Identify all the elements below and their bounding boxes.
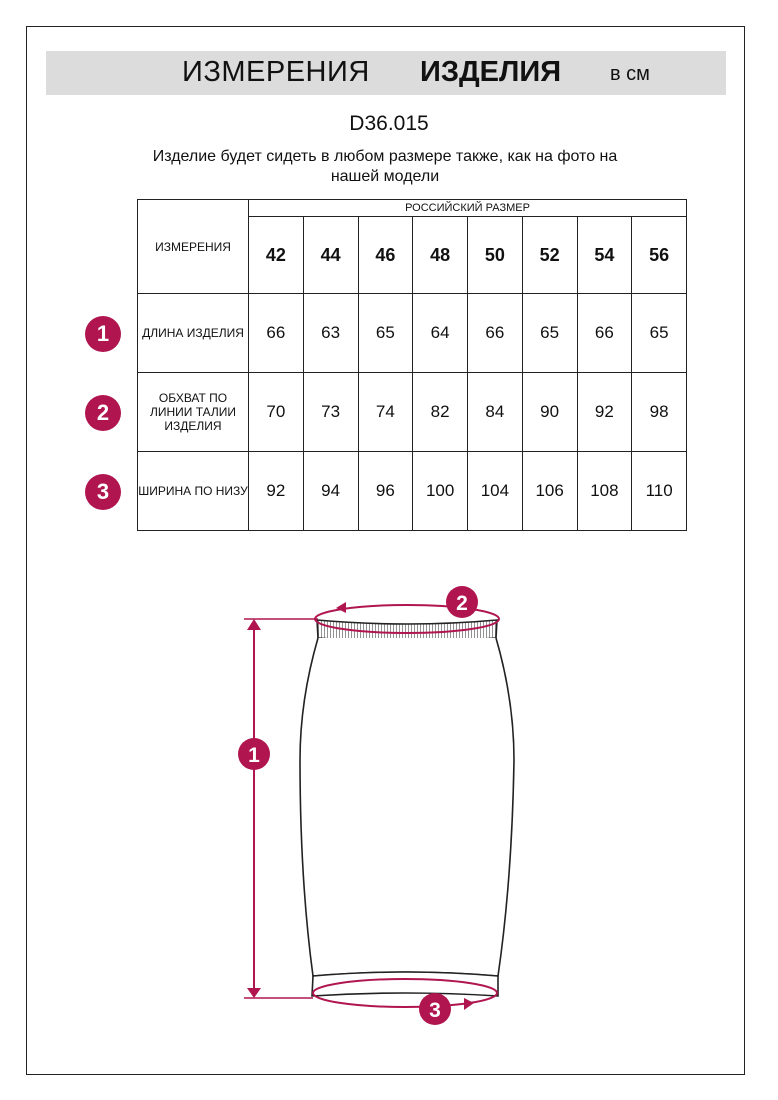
value-cell: 82 [413, 373, 468, 452]
svg-text:3: 3 [429, 999, 441, 1022]
size-header-cell: 46 [358, 217, 413, 294]
value-cell: 96 [358, 452, 413, 531]
marker-1 [238, 738, 270, 770]
marker-3 [419, 993, 451, 1025]
size-header-cell: 56 [632, 217, 687, 294]
size-header-cell: 50 [468, 217, 523, 294]
size-header-cell: 42 [249, 217, 304, 294]
value-cell: 92 [577, 373, 632, 452]
fit-note: Изделие будет сидеть в любом размере также, как на фото на нашей модели [152, 148, 618, 185]
value-cell: 66 [577, 294, 632, 373]
svg-text:2: 2 [456, 592, 468, 615]
size-header-cell: 54 [577, 217, 632, 294]
table-row [138, 452, 687, 531]
value-cell: 65 [632, 294, 687, 373]
value-cell: 100 [413, 452, 468, 531]
value-cell: 73 [303, 373, 358, 452]
value-cell: 110 [632, 452, 687, 531]
title-part-2: ИЗДЕЛИЯ [420, 56, 562, 88]
value-cell: 65 [358, 294, 413, 373]
value-cell: 66 [249, 294, 304, 373]
value-cell: 84 [468, 373, 523, 452]
value-cell: 94 [303, 452, 358, 531]
row-label: ДЛИНА ИЗДЕЛИЯ [138, 294, 249, 373]
product-code: D36.015 [349, 112, 429, 135]
table-row [138, 294, 687, 373]
value-cell: 92 [249, 452, 304, 531]
table-row [138, 373, 687, 452]
value-cell: 108 [577, 452, 632, 531]
row-label: ШИРИНА ПО НИЗУ [138, 452, 249, 531]
value-cell: 98 [632, 373, 687, 452]
skirt-diagram [0, 560, 778, 1030]
size-system-header: РОССИЙСКИЙ РАЗМЕР [249, 200, 687, 217]
skirt-body [300, 638, 514, 976]
title-part-1: ИЗМЕРЕНИЯ [182, 56, 370, 88]
size-header-cell: 52 [522, 217, 577, 294]
value-cell: 106 [522, 452, 577, 531]
marker-2 [446, 586, 478, 618]
value-cell: 70 [249, 373, 304, 452]
value-cell: 64 [413, 294, 468, 373]
value-cell: 104 [468, 452, 523, 531]
row-label: ОБХВАТ ПО ЛИНИИ ТАЛИИ ИЗДЕЛИЯ [138, 373, 249, 452]
value-cell: 74 [358, 373, 413, 452]
size-table [137, 199, 687, 531]
row-number-badge: 1 [85, 316, 121, 352]
row-number-badge: 3 [85, 474, 121, 510]
value-cell: 63 [303, 294, 358, 373]
svg-text:1: 1 [248, 744, 260, 767]
size-header-cell: 48 [413, 217, 468, 294]
size-header-cell: 44 [303, 217, 358, 294]
value-cell: 90 [522, 373, 577, 452]
value-cell: 66 [468, 294, 523, 373]
value-cell: 65 [522, 294, 577, 373]
row-number-badge: 2 [85, 395, 121, 431]
measure-header: ИЗМЕРЕНИЯ [138, 200, 249, 294]
title-unit: в см [610, 63, 650, 85]
